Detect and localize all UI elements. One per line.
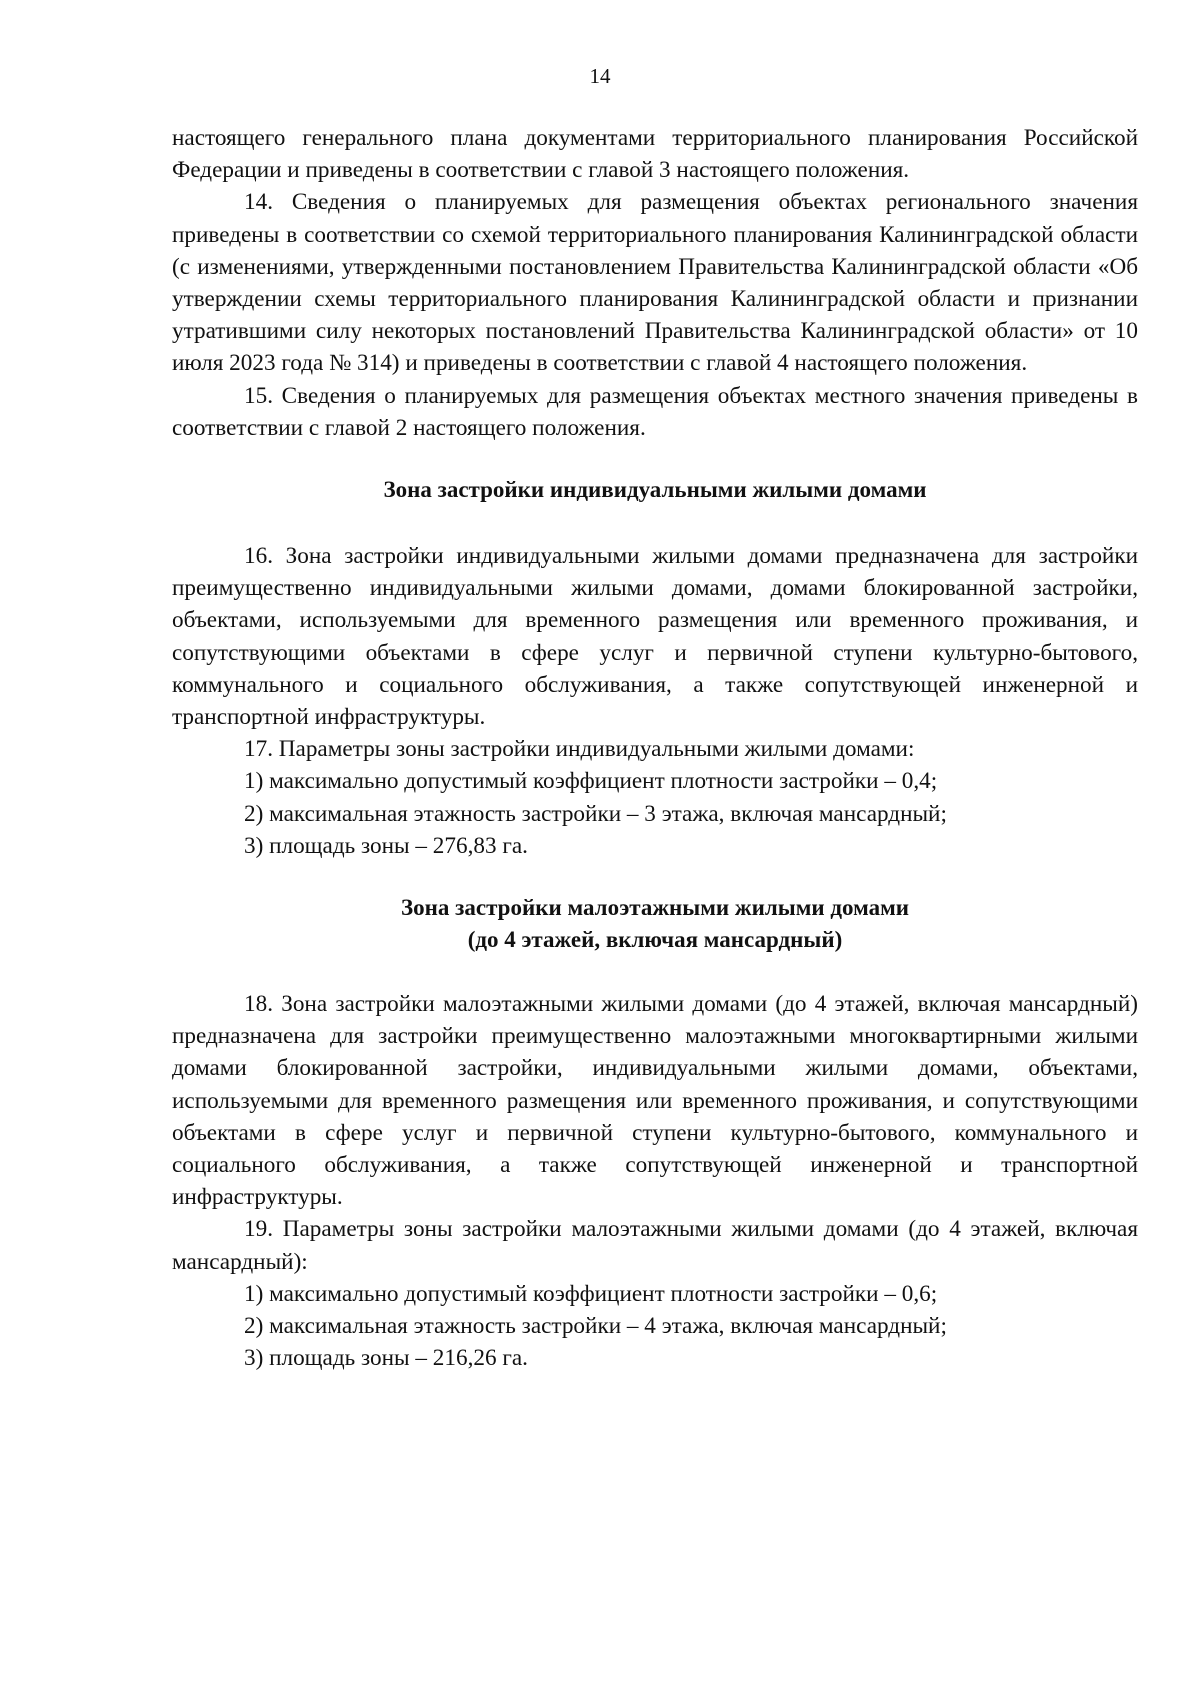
list-item: 2) максимальная этажность застройки – 3 этажа, включая мансардный; <box>244 800 947 827</box>
paragraph-14: 14. Сведения о планируемых для размещения объектах регионального значения приведены в соответствии со схемой территориального планирования Калининградской области (с изменениями, утвержденными постановлением Правительства Калининградской области «Об утверждении схемы территориального планирования Калининградской области и признании утратившими силу некоторых постановлений Правительства Калининградской области» от 10 июля 2023 года № 314) и приведены в соответствии с главой 4 настоящего положения. <box>172 189 1138 377</box>
paragraph-15: 15. Сведения о планируемых для размещения объектах местного значения приведены в соответствии с главой 2 настоящего положения. <box>172 382 1138 441</box>
list-item: 2) максимальная этажность застройки – 4 этажа, включая мансардный; <box>244 1313 947 1340</box>
paragraph-17: 17. Параметры зоны застройки индивидуальными жилыми домами: <box>244 736 915 763</box>
paragraph-16: 16. Зона застройки индивидуальными жилыми домами предназначена для застройки преимущественно индивидуальными жилыми домами, домами блокированной застройки, объектами, используемыми для временного размещения или временного проживания, и сопутствующими объектами в сфере услуг и первичной ступени культурно-бытового, коммунального и социального обслуживания, а также сопутствующей инженерной и транспортной инфраструктуры. <box>172 543 1138 731</box>
paragraph-19: 19. Параметры зоны застройки малоэтажными жилыми домами (до 4 этажей, включая мансардный): <box>172 1216 1138 1275</box>
section-heading-line-1: Зона застройки малоэтажными жилыми домами <box>400 895 910 921</box>
page-number: 14 <box>589 64 611 88</box>
document-body <box>172 122 1138 1375</box>
list-item: 3) площадь зоны – 216,26 га. <box>244 1345 528 1372</box>
list-item: 3) площадь зоны – 276,83 га. <box>244 832 528 859</box>
list-item: 1) максимально допустимый коэффициент плотности застройки – 0,4; <box>244 768 938 795</box>
section-heading-low-rise-housing <box>172 892 1138 956</box>
section-heading-line-2: (до 4 этажей, включая мансардный) <box>467 927 843 953</box>
paragraph-18: 18. Зона застройки малоэтажными жилыми домами (до 4 этажей, включая мансардный) предназначена для застройки преимущественно малоэтажными многоквартирными жилыми домами блокированной застройки, индивидуальными жилыми домами, объектами, используемыми для временного размещения или временного проживания, и сопутствующими объектами в сфере услуг и первичной ступени культурно-бытового, коммунального и социального обслуживания, а также сопутствующей инженерной и транспортной инфраструктуры. <box>172 991 1138 1211</box>
section-heading-individual-housing: Зона застройки индивидуальными жилыми домами <box>383 477 927 503</box>
paragraph-continuation: настоящего генерального плана документами территориального планирования Российской Федерации и приведены в соответствии с главой 3 настоящего положения. <box>172 125 1138 184</box>
list-item: 1) максимально допустимый коэффициент плотности застройки – 0,6; <box>244 1280 938 1307</box>
